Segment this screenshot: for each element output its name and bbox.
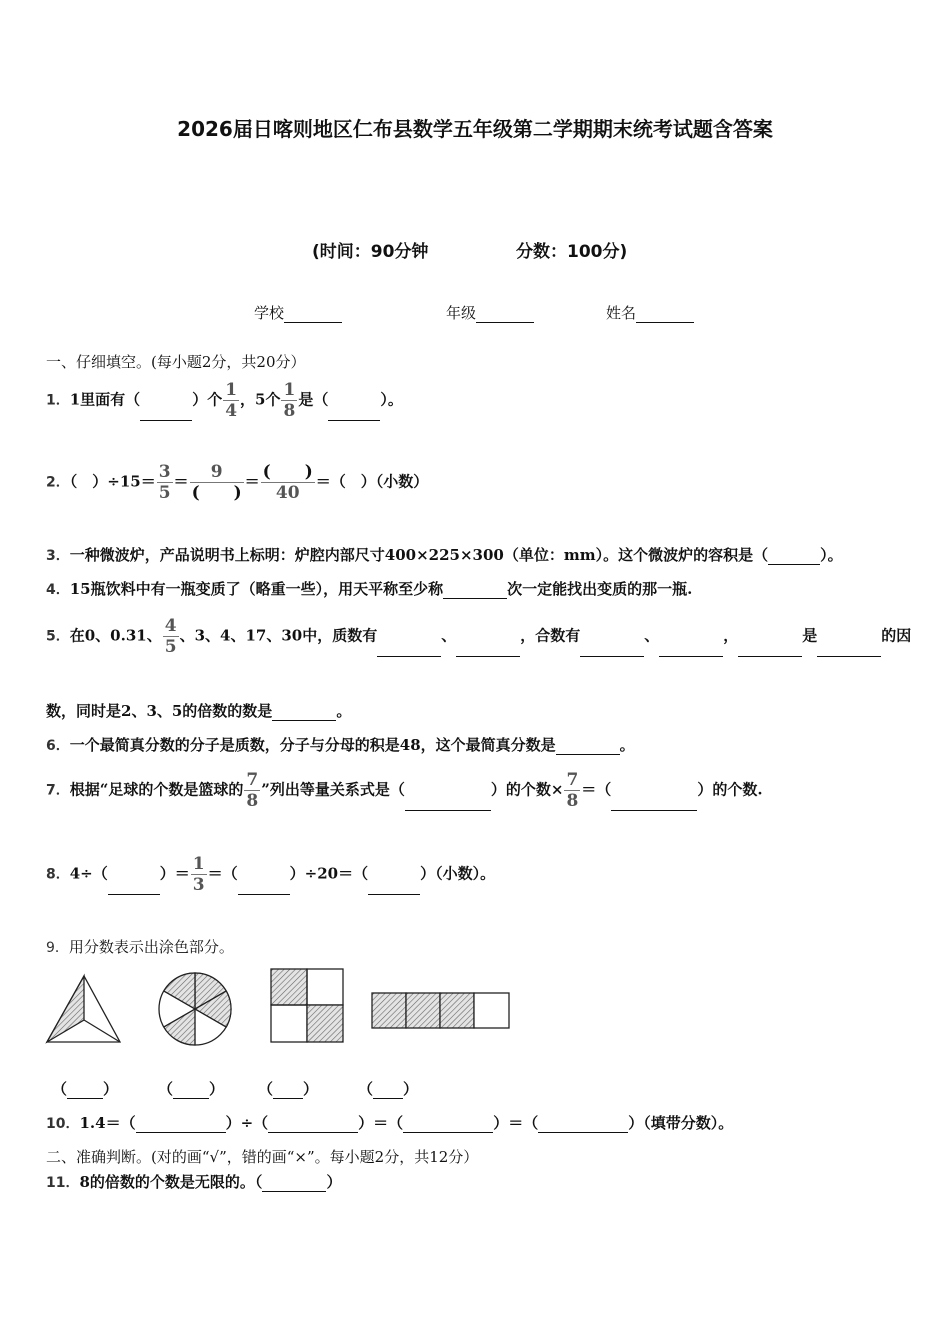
q8-blank-1[interactable] (108, 878, 160, 895)
q5-blank-1[interactable] (377, 640, 441, 657)
triangle-figure (44, 972, 124, 1046)
grade-blank[interactable] (476, 308, 534, 323)
fraction-1-8: $\frac{1}{8}$ (283, 380, 296, 421)
question-5-cont (46, 700, 351, 721)
q9-blank-3[interactable] (273, 1082, 303, 1099)
question-5 (46, 616, 911, 657)
q6-text: 一个最简真分数的分子是质数，分子与分母的积是48，这个最简真分数是 (69, 736, 556, 754)
question-1 (46, 380, 403, 421)
rectangle-strip-figure (370, 991, 512, 1031)
q4-number: 4． (46, 582, 70, 598)
q5-text: ，合数有 (520, 626, 581, 645)
q10-blank-1[interactable] (136, 1116, 226, 1133)
q5-text: 数，同时是2、3、5的倍数的数是 (46, 702, 273, 720)
q5-number: 5． (46, 628, 70, 645)
q10-text: 1.4＝（ (79, 1114, 136, 1132)
q8-blank-2[interactable] (238, 878, 290, 895)
q11-blank[interactable] (262, 1175, 326, 1192)
q7-text: 根据“足球的个数是篮球的 (69, 780, 244, 799)
paren: （ (52, 1080, 68, 1098)
q1-blank-2[interactable] (328, 404, 380, 421)
question-7 (46, 770, 763, 811)
q5-blank-6[interactable] (817, 640, 881, 657)
q3-text: ）。 (820, 546, 843, 564)
paren: （ (158, 1080, 174, 1098)
q9-text: 用分数表示出涂色部分。 (68, 938, 234, 956)
question-4 (46, 578, 692, 599)
q5-blank-2[interactable] (456, 640, 520, 657)
q5-text: 的因 (881, 626, 912, 645)
q5-sep: ， (723, 626, 739, 645)
fraction-7-8: $\frac{7}{8}$ (246, 770, 259, 811)
q9-answer-1[interactable] (52, 1078, 118, 1099)
q10-blank-4[interactable] (538, 1116, 628, 1133)
q1-text: ）。 (380, 390, 403, 409)
exam-time: (时间：90分钟 (312, 242, 429, 262)
q5-blank-7[interactable] (272, 704, 336, 721)
q11-text: 8的倍数的个数是无限的。（ (79, 1173, 263, 1191)
section2-heading: 二、准确判断。(对的画“√”，错的画“×”。每小题2分，共12分） (46, 1148, 479, 1166)
q8-number: 8． (46, 866, 70, 883)
q3-number: 3． (46, 548, 70, 564)
school-field (254, 302, 342, 323)
q1-text: 1里面有（ (69, 390, 141, 409)
school-blank[interactable] (284, 308, 342, 323)
q5-blank-3[interactable] (580, 640, 644, 657)
q2-text: ＝（ ）（小数） (315, 472, 429, 491)
q11-number: 11． (46, 1175, 80, 1191)
q7-blank-1[interactable] (405, 794, 491, 811)
q9-answer-2[interactable] (158, 1078, 224, 1099)
q8-text: ＝（ (207, 864, 238, 883)
q10-blank-3[interactable] (403, 1116, 493, 1133)
grade-field (446, 302, 534, 323)
q9-answer-3[interactable] (258, 1078, 318, 1099)
q11-text: ） (326, 1173, 342, 1191)
q10-text: ）÷（ (225, 1114, 269, 1132)
q10-text: ）＝（ (358, 1114, 404, 1132)
q9-blank-1[interactable] (67, 1082, 103, 1099)
exam-score: 分数：100分) (516, 242, 628, 262)
fraction-7-8: $\frac{7}{8}$ (566, 770, 579, 811)
q5-sep: 、 (644, 626, 660, 645)
name-field (606, 302, 694, 323)
q4-text: 次一定能找出变质的那一瓶. (507, 580, 693, 598)
q10-number: 10． (46, 1116, 80, 1132)
q1-text: ）个 (192, 390, 223, 409)
name-label: 姓名 (606, 304, 637, 322)
q4-blank[interactable] (443, 582, 507, 599)
q5-text: 。 (336, 702, 352, 720)
q2-text: （ ）÷15＝ (69, 472, 156, 491)
q5-text: 在0、0.31、 (69, 626, 162, 645)
q8-text: ）（小数）。 (420, 864, 496, 883)
q1-text: ，5个 (240, 390, 281, 409)
grade-label: 年级 (446, 304, 477, 322)
question-11 (46, 1171, 341, 1192)
question-10 (46, 1112, 733, 1133)
paren: ） (103, 1080, 119, 1098)
q10-blank-2[interactable] (268, 1116, 358, 1133)
q5-blank-5[interactable] (738, 640, 802, 657)
q2-equals: ＝ (244, 472, 260, 491)
q6-text: 。 (619, 736, 635, 754)
q6-blank[interactable] (556, 738, 620, 755)
q9-blank-4[interactable] (373, 1082, 403, 1099)
q8-text: 4÷（ (69, 864, 108, 883)
q5-blank-4[interactable] (659, 640, 723, 657)
page-title: 2026届日喀则地区仁布县数学五年级第二学期期末统考试题含答案 (177, 117, 773, 141)
question-3 (46, 544, 843, 565)
q7-text: ）的个数× (490, 780, 564, 799)
fraction-1-4: $\frac{1}{4}$ (225, 380, 238, 421)
section1-heading: 一、仔细填空。(每小题2分，共20分） (46, 353, 306, 371)
q7-text: ”列出等量关系式是（ (261, 780, 405, 799)
fraction-blank-40[interactable]: $\frac{( )}{40}$ (262, 462, 313, 503)
circle-figure (156, 970, 234, 1048)
question-9 (46, 936, 234, 957)
q10-text: ）＝（ (493, 1114, 539, 1132)
question-2 (46, 462, 428, 503)
q5-text: 、3、4、17、30中，质数有 (179, 626, 378, 645)
q7-text: ＝（ (581, 780, 612, 799)
paren: ） (209, 1080, 225, 1098)
q2-equals: ＝ (173, 472, 189, 491)
q1-text: 是（ (298, 390, 329, 409)
q3-text: 一种微波炉，产品说明书上标明：炉腔内部尺寸400×225×300（单位：mm）。这个微波炉的容积是（ (69, 546, 769, 564)
q5-text: 是 (802, 626, 818, 645)
q8-blank-3[interactable] (368, 878, 420, 895)
fraction-4-5: $\frac{4}{5}$ (164, 616, 177, 657)
paren: ） (403, 1080, 419, 1098)
paren: （ (358, 1080, 374, 1098)
school-label: 学校 (254, 304, 285, 322)
q7-number: 7． (46, 782, 70, 799)
q10-text: ）（填带分数）。 (628, 1114, 734, 1132)
paren: （ (258, 1080, 274, 1098)
question-6 (46, 734, 635, 755)
fraction-9-blank[interactable]: $\frac{9}{( )}$ (191, 462, 242, 503)
q1-blank-1[interactable] (140, 404, 192, 421)
q9-number: 9． (46, 940, 69, 956)
square-figure (269, 967, 345, 1045)
q4-text: 15瓶饮料中有一瓶变质了（略重一些），用天平称至少称 (69, 580, 444, 598)
paren: ） (303, 1080, 319, 1098)
q3-blank[interactable] (768, 548, 820, 565)
fraction-1-3: $\frac{1}{3}$ (192, 854, 205, 895)
q7-blank-2[interactable] (611, 794, 697, 811)
q8-text: ）÷20＝（ (289, 864, 369, 883)
q5-sep: 、 (441, 626, 457, 645)
name-blank[interactable] (636, 308, 694, 323)
q1-number: 1． (46, 392, 70, 409)
question-8 (46, 854, 495, 895)
q9-answer-4[interactable] (358, 1078, 418, 1099)
q9-blank-2[interactable] (173, 1082, 209, 1099)
q8-text: ）＝ (159, 864, 190, 883)
q7-text: ）的个数. (697, 780, 763, 799)
q2-number: 2． (46, 474, 70, 491)
q6-number: 6． (46, 738, 70, 754)
fraction-3-5: $\frac{3}{5}$ (158, 462, 171, 503)
